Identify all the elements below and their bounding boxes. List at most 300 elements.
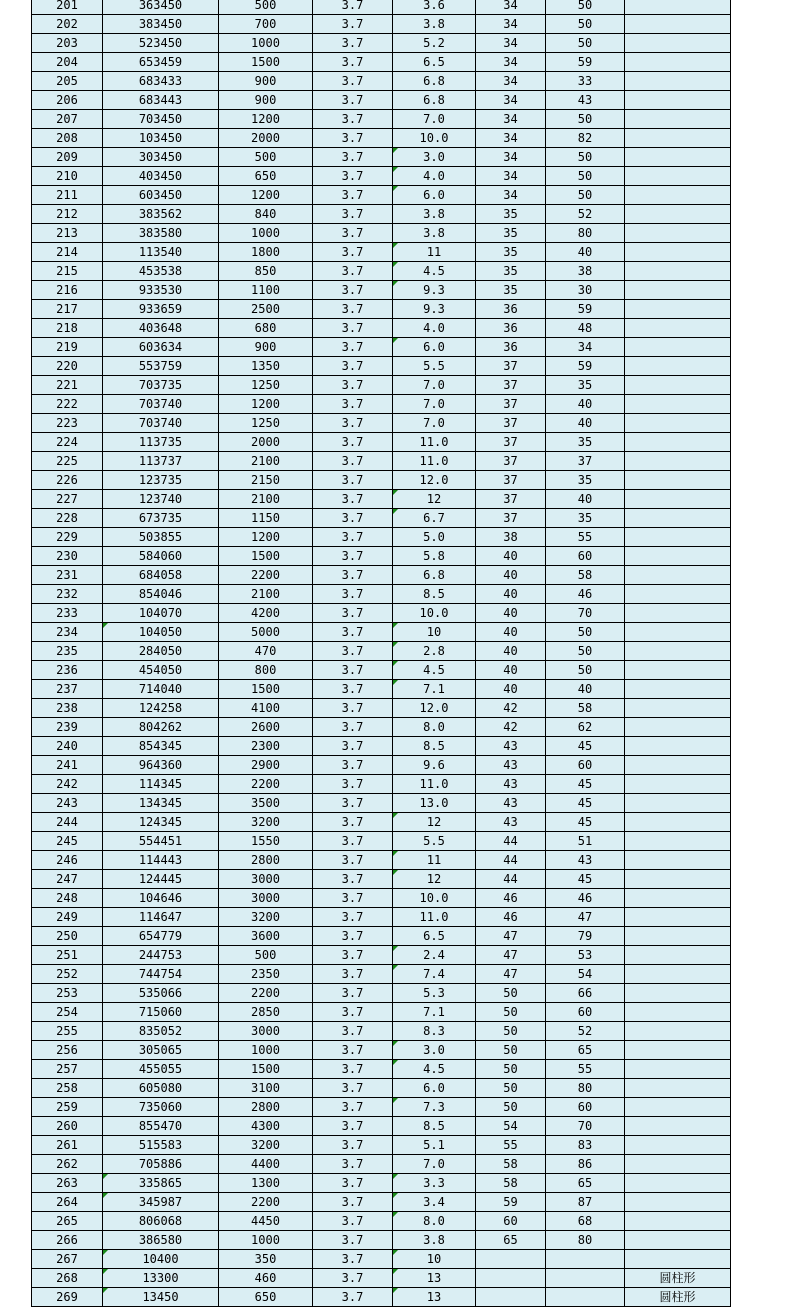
- cell-model[interactable]: 114345: [103, 775, 219, 794]
- cell-size-b[interactable]: 51: [546, 832, 625, 851]
- cell-row-number[interactable]: 205: [32, 72, 103, 91]
- cell-capacity-value[interactable]: 6.8: [393, 91, 476, 110]
- cell-size-b[interactable]: 43: [546, 91, 625, 110]
- cell-voltage[interactable]: 3.7: [313, 376, 393, 395]
- cell-note[interactable]: [625, 984, 731, 1003]
- cell-size-a[interactable]: 37: [476, 414, 546, 433]
- cell-capacity-value[interactable]: 4.5: [393, 1060, 476, 1079]
- cell-note[interactable]: [625, 490, 731, 509]
- cell-voltage[interactable]: 3.7: [313, 110, 393, 129]
- cell-size-a[interactable]: 65: [476, 1231, 546, 1250]
- cell-model[interactable]: 114443: [103, 851, 219, 870]
- cell-capacity-mah[interactable]: 500: [219, 148, 313, 167]
- cell-model[interactable]: 715060: [103, 1003, 219, 1022]
- cell-voltage[interactable]: 3.7: [313, 851, 393, 870]
- cell-voltage[interactable]: 3.7: [313, 946, 393, 965]
- cell-size-b[interactable]: 33: [546, 72, 625, 91]
- cell-note[interactable]: [625, 15, 731, 34]
- cell-model[interactable]: 515583: [103, 1136, 219, 1155]
- cell-capacity-mah[interactable]: 850: [219, 262, 313, 281]
- cell-note[interactable]: [625, 1231, 731, 1250]
- cell-note[interactable]: [625, 946, 731, 965]
- cell-capacity-value[interactable]: 12: [393, 813, 476, 832]
- cell-capacity-value[interactable]: 10.0: [393, 889, 476, 908]
- cell-row-number[interactable]: 227: [32, 490, 103, 509]
- cell-size-b[interactable]: 50: [546, 15, 625, 34]
- cell-capacity-value[interactable]: 13: [393, 1288, 476, 1307]
- cell-model[interactable]: 605080: [103, 1079, 219, 1098]
- cell-note[interactable]: [625, 623, 731, 642]
- cell-capacity-value[interactable]: 5.8: [393, 547, 476, 566]
- cell-capacity-mah[interactable]: 1500: [219, 53, 313, 72]
- cell-capacity-mah[interactable]: 1500: [219, 1060, 313, 1079]
- cell-row-number[interactable]: 231: [32, 566, 103, 585]
- cell-capacity-value[interactable]: 12.0: [393, 699, 476, 718]
- cell-row-number[interactable]: 222: [32, 395, 103, 414]
- cell-voltage[interactable]: 3.7: [313, 566, 393, 585]
- cell-capacity-value[interactable]: 6.8: [393, 72, 476, 91]
- cell-model[interactable]: 735060: [103, 1098, 219, 1117]
- cell-capacity-mah[interactable]: 1000: [219, 1231, 313, 1250]
- cell-note[interactable]: [625, 585, 731, 604]
- cell-capacity-value[interactable]: 4.0: [393, 167, 476, 186]
- cell-model[interactable]: 383450: [103, 15, 219, 34]
- cell-capacity-value[interactable]: 10: [393, 623, 476, 642]
- cell-capacity-value[interactable]: 5.5: [393, 832, 476, 851]
- cell-note[interactable]: [625, 1174, 731, 1193]
- cell-capacity-mah[interactable]: 3600: [219, 927, 313, 946]
- cell-voltage[interactable]: 3.7: [313, 547, 393, 566]
- cell-size-a[interactable]: 37: [476, 452, 546, 471]
- cell-voltage[interactable]: 3.7: [313, 1269, 393, 1288]
- cell-voltage[interactable]: 3.7: [313, 243, 393, 262]
- cell-row-number[interactable]: 258: [32, 1079, 103, 1098]
- cell-voltage[interactable]: 3.7: [313, 1117, 393, 1136]
- cell-note[interactable]: [625, 851, 731, 870]
- cell-model[interactable]: 553759: [103, 357, 219, 376]
- cell-size-b[interactable]: 50: [546, 34, 625, 53]
- cell-voltage[interactable]: 3.7: [313, 1136, 393, 1155]
- cell-row-number[interactable]: 266: [32, 1231, 103, 1250]
- cell-voltage[interactable]: 3.7: [313, 1003, 393, 1022]
- cell-row-number[interactable]: 216: [32, 281, 103, 300]
- cell-note[interactable]: [625, 889, 731, 908]
- cell-size-a[interactable]: 47: [476, 965, 546, 984]
- cell-size-a[interactable]: 43: [476, 775, 546, 794]
- cell-size-a[interactable]: 40: [476, 680, 546, 699]
- cell-size-b[interactable]: 50: [546, 148, 625, 167]
- cell-capacity-value[interactable]: 8.3: [393, 1022, 476, 1041]
- cell-size-b[interactable]: 30: [546, 281, 625, 300]
- cell-note[interactable]: [625, 300, 731, 319]
- cell-note[interactable]: [625, 718, 731, 737]
- cell-row-number[interactable]: 229: [32, 528, 103, 547]
- cell-model[interactable]: 403450: [103, 167, 219, 186]
- cell-note[interactable]: [625, 794, 731, 813]
- cell-model[interactable]: 455055: [103, 1060, 219, 1079]
- cell-capacity-mah[interactable]: 2200: [219, 566, 313, 585]
- cell-note[interactable]: [625, 1193, 731, 1212]
- cell-size-a[interactable]: 54: [476, 1117, 546, 1136]
- cell-capacity-mah[interactable]: 1500: [219, 680, 313, 699]
- cell-model[interactable]: 654779: [103, 927, 219, 946]
- cell-voltage[interactable]: 3.7: [313, 1022, 393, 1041]
- cell-model[interactable]: 535066: [103, 984, 219, 1003]
- cell-voltage[interactable]: 3.7: [313, 737, 393, 756]
- cell-size-a[interactable]: 50: [476, 1041, 546, 1060]
- cell-model[interactable]: 684058: [103, 566, 219, 585]
- cell-capacity-value[interactable]: 8.5: [393, 585, 476, 604]
- cell-size-b[interactable]: 87: [546, 1193, 625, 1212]
- cell-voltage[interactable]: 3.7: [313, 1155, 393, 1174]
- cell-capacity-value[interactable]: 5.2: [393, 34, 476, 53]
- cell-size-a[interactable]: 55: [476, 1136, 546, 1155]
- cell-row-number[interactable]: 238: [32, 699, 103, 718]
- cell-voltage[interactable]: 3.7: [313, 319, 393, 338]
- cell-capacity-value[interactable]: 2.8: [393, 642, 476, 661]
- cell-row-number[interactable]: 215: [32, 262, 103, 281]
- cell-model[interactable]: 104646: [103, 889, 219, 908]
- cell-size-a[interactable]: 35: [476, 224, 546, 243]
- cell-row-number[interactable]: 262: [32, 1155, 103, 1174]
- cell-capacity-mah[interactable]: 1200: [219, 395, 313, 414]
- cell-capacity-mah[interactable]: 3000: [219, 870, 313, 889]
- cell-note[interactable]: [625, 1098, 731, 1117]
- cell-capacity-value[interactable]: 11: [393, 851, 476, 870]
- cell-size-a[interactable]: 50: [476, 1003, 546, 1022]
- cell-voltage[interactable]: 3.7: [313, 262, 393, 281]
- cell-note[interactable]: [625, 224, 731, 243]
- cell-capacity-value[interactable]: 11: [393, 243, 476, 262]
- cell-size-a[interactable]: 47: [476, 946, 546, 965]
- cell-capacity-mah[interactable]: 2100: [219, 452, 313, 471]
- cell-note[interactable]: [625, 72, 731, 91]
- cell-model[interactable]: 113540: [103, 243, 219, 262]
- cell-row-number[interactable]: 211: [32, 186, 103, 205]
- cell-note[interactable]: [625, 319, 731, 338]
- cell-note[interactable]: [625, 395, 731, 414]
- cell-voltage[interactable]: 3.7: [313, 756, 393, 775]
- cell-capacity-value[interactable]: 7.0: [393, 110, 476, 129]
- cell-row-number[interactable]: 263: [32, 1174, 103, 1193]
- cell-size-b[interactable]: 35: [546, 509, 625, 528]
- cell-capacity-value[interactable]: 3.8: [393, 205, 476, 224]
- cell-capacity-mah[interactable]: 680: [219, 319, 313, 338]
- cell-size-a[interactable]: 58: [476, 1155, 546, 1174]
- cell-voltage[interactable]: 3.7: [313, 870, 393, 889]
- cell-voltage[interactable]: 3.7: [313, 775, 393, 794]
- cell-capacity-mah[interactable]: 900: [219, 72, 313, 91]
- cell-size-a[interactable]: 50: [476, 1022, 546, 1041]
- cell-size-a[interactable]: 34: [476, 148, 546, 167]
- cell-note[interactable]: [625, 832, 731, 851]
- cell-capacity-mah[interactable]: 1200: [219, 110, 313, 129]
- cell-model[interactable]: 124258: [103, 699, 219, 718]
- cell-model[interactable]: 123740: [103, 490, 219, 509]
- cell-capacity-value[interactable]: 7.3: [393, 1098, 476, 1117]
- cell-capacity-mah[interactable]: 350: [219, 1250, 313, 1269]
- cell-model[interactable]: 345987: [103, 1193, 219, 1212]
- cell-model[interactable]: 403648: [103, 319, 219, 338]
- cell-size-a[interactable]: 37: [476, 357, 546, 376]
- cell-model[interactable]: 124345: [103, 813, 219, 832]
- cell-note[interactable]: [625, 1022, 731, 1041]
- cell-capacity-value[interactable]: 3.8: [393, 1231, 476, 1250]
- cell-row-number[interactable]: 246: [32, 851, 103, 870]
- cell-note[interactable]: [625, 110, 731, 129]
- cell-voltage[interactable]: 3.7: [313, 642, 393, 661]
- cell-capacity-value[interactable]: 9.3: [393, 281, 476, 300]
- cell-voltage[interactable]: 3.7: [313, 889, 393, 908]
- cell-size-a[interactable]: 36: [476, 338, 546, 357]
- cell-capacity-value[interactable]: 3.8: [393, 224, 476, 243]
- cell-voltage[interactable]: 3.7: [313, 1250, 393, 1269]
- cell-model[interactable]: 705886: [103, 1155, 219, 1174]
- cell-row-number[interactable]: 203: [32, 34, 103, 53]
- cell-size-b[interactable]: 68: [546, 1212, 625, 1231]
- cell-row-number[interactable]: 232: [32, 585, 103, 604]
- cell-capacity-value[interactable]: 5.5: [393, 357, 476, 376]
- cell-size-b[interactable]: 50: [546, 167, 625, 186]
- cell-row-number[interactable]: 233: [32, 604, 103, 623]
- cell-capacity-mah[interactable]: 900: [219, 91, 313, 110]
- cell-size-b[interactable]: 40: [546, 680, 625, 699]
- cell-capacity-value[interactable]: 6.0: [393, 186, 476, 205]
- cell-row-number[interactable]: 268: [32, 1269, 103, 1288]
- cell-model[interactable]: 703740: [103, 395, 219, 414]
- cell-size-b[interactable]: 60: [546, 756, 625, 775]
- cell-size-a[interactable]: 35: [476, 205, 546, 224]
- cell-capacity-mah[interactable]: 470: [219, 642, 313, 661]
- cell-size-b[interactable]: 45: [546, 794, 625, 813]
- cell-row-number[interactable]: 234: [32, 623, 103, 642]
- cell-row-number[interactable]: 236: [32, 661, 103, 680]
- cell-capacity-mah[interactable]: 4200: [219, 604, 313, 623]
- cell-size-b[interactable]: 53: [546, 946, 625, 965]
- cell-capacity-mah[interactable]: 3000: [219, 889, 313, 908]
- cell-note[interactable]: [625, 243, 731, 262]
- cell-size-b[interactable]: 60: [546, 547, 625, 566]
- cell-size-b[interactable]: [546, 1250, 625, 1269]
- cell-capacity-mah[interactable]: 1550: [219, 832, 313, 851]
- cell-row-number[interactable]: 257: [32, 1060, 103, 1079]
- cell-size-a[interactable]: 40: [476, 661, 546, 680]
- cell-size-b[interactable]: 70: [546, 604, 625, 623]
- cell-voltage[interactable]: 3.7: [313, 1079, 393, 1098]
- cell-voltage[interactable]: 3.7: [313, 300, 393, 319]
- cell-model[interactable]: 744754: [103, 965, 219, 984]
- cell-voltage[interactable]: 3.7: [313, 357, 393, 376]
- cell-voltage[interactable]: 3.7: [313, 0, 393, 15]
- cell-note[interactable]: [625, 1079, 731, 1098]
- cell-capacity-value[interactable]: 12: [393, 870, 476, 889]
- cell-size-a[interactable]: 35: [476, 262, 546, 281]
- cell-row-number[interactable]: 208: [32, 129, 103, 148]
- cell-size-a[interactable]: 38: [476, 528, 546, 547]
- cell-note[interactable]: [625, 1117, 731, 1136]
- cell-note[interactable]: [625, 566, 731, 585]
- cell-voltage[interactable]: 3.7: [313, 129, 393, 148]
- cell-voltage[interactable]: 3.7: [313, 718, 393, 737]
- cell-size-a[interactable]: 34: [476, 91, 546, 110]
- cell-voltage[interactable]: 3.7: [313, 832, 393, 851]
- cell-note[interactable]: [625, 1155, 731, 1174]
- cell-size-b[interactable]: 52: [546, 205, 625, 224]
- cell-model[interactable]: 383580: [103, 224, 219, 243]
- cell-row-number[interactable]: 221: [32, 376, 103, 395]
- cell-note[interactable]: [625, 870, 731, 889]
- cell-note[interactable]: [625, 775, 731, 794]
- cell-size-b[interactable]: 55: [546, 528, 625, 547]
- cell-capacity-mah[interactable]: 2000: [219, 129, 313, 148]
- cell-row-number[interactable]: 250: [32, 927, 103, 946]
- cell-size-a[interactable]: 34: [476, 72, 546, 91]
- cell-note[interactable]: [625, 53, 731, 72]
- cell-voltage[interactable]: 3.7: [313, 186, 393, 205]
- cell-note[interactable]: 圆柱形: [625, 1288, 731, 1307]
- cell-note[interactable]: [625, 528, 731, 547]
- cell-capacity-value[interactable]: 5.1: [393, 1136, 476, 1155]
- cell-row-number[interactable]: 220: [32, 357, 103, 376]
- cell-capacity-value[interactable]: 7.0: [393, 376, 476, 395]
- cell-size-a[interactable]: [476, 1288, 546, 1307]
- cell-note[interactable]: [625, 262, 731, 281]
- cell-capacity-value[interactable]: 11.0: [393, 775, 476, 794]
- cell-voltage[interactable]: 3.7: [313, 585, 393, 604]
- cell-capacity-mah[interactable]: 3500: [219, 794, 313, 813]
- cell-capacity-value[interactable]: 9.3: [393, 300, 476, 319]
- cell-note[interactable]: [625, 1250, 731, 1269]
- cell-voltage[interactable]: 3.7: [313, 509, 393, 528]
- cell-voltage[interactable]: 3.7: [313, 623, 393, 642]
- cell-note[interactable]: [625, 452, 731, 471]
- cell-size-a[interactable]: 50: [476, 1060, 546, 1079]
- cell-size-a[interactable]: 37: [476, 433, 546, 452]
- cell-size-a[interactable]: 37: [476, 490, 546, 509]
- cell-capacity-mah[interactable]: 2850: [219, 1003, 313, 1022]
- cell-model[interactable]: 503855: [103, 528, 219, 547]
- cell-voltage[interactable]: 3.7: [313, 452, 393, 471]
- cell-capacity-mah[interactable]: 2000: [219, 433, 313, 452]
- cell-capacity-mah[interactable]: 1250: [219, 376, 313, 395]
- cell-capacity-value[interactable]: 13: [393, 1269, 476, 1288]
- cell-capacity-mah[interactable]: 4100: [219, 699, 313, 718]
- cell-size-b[interactable]: 45: [546, 813, 625, 832]
- cell-size-b[interactable]: 60: [546, 1098, 625, 1117]
- cell-size-b[interactable]: 80: [546, 1231, 625, 1250]
- cell-voltage[interactable]: 3.7: [313, 927, 393, 946]
- cell-note[interactable]: 圆柱形: [625, 1269, 731, 1288]
- cell-size-b[interactable]: 50: [546, 642, 625, 661]
- cell-capacity-mah[interactable]: 2100: [219, 490, 313, 509]
- cell-size-b[interactable]: [546, 1288, 625, 1307]
- cell-note[interactable]: [625, 908, 731, 927]
- cell-note[interactable]: [625, 148, 731, 167]
- cell-row-number[interactable]: 242: [32, 775, 103, 794]
- cell-model[interactable]: 673735: [103, 509, 219, 528]
- cell-row-number[interactable]: 259: [32, 1098, 103, 1117]
- cell-model[interactable]: 804262: [103, 718, 219, 737]
- cell-size-b[interactable]: 59: [546, 357, 625, 376]
- cell-row-number[interactable]: 265: [32, 1212, 103, 1231]
- cell-capacity-mah[interactable]: 2350: [219, 965, 313, 984]
- cell-row-number[interactable]: 219: [32, 338, 103, 357]
- cell-voltage[interactable]: 3.7: [313, 1212, 393, 1231]
- cell-size-a[interactable]: 35: [476, 243, 546, 262]
- cell-size-a[interactable]: 36: [476, 319, 546, 338]
- cell-capacity-mah[interactable]: 460: [219, 1269, 313, 1288]
- cell-note[interactable]: [625, 34, 731, 53]
- cell-capacity-mah[interactable]: 650: [219, 1288, 313, 1307]
- cell-row-number[interactable]: 204: [32, 53, 103, 72]
- cell-voltage[interactable]: 3.7: [313, 395, 393, 414]
- cell-capacity-value[interactable]: 6.7: [393, 509, 476, 528]
- cell-size-b[interactable]: 82: [546, 129, 625, 148]
- cell-row-number[interactable]: 210: [32, 167, 103, 186]
- cell-size-b[interactable]: [546, 1269, 625, 1288]
- cell-size-a[interactable]: 37: [476, 395, 546, 414]
- cell-model[interactable]: 386580: [103, 1231, 219, 1250]
- cell-voltage[interactable]: 3.7: [313, 965, 393, 984]
- cell-note[interactable]: [625, 167, 731, 186]
- cell-capacity-value[interactable]: 7.1: [393, 680, 476, 699]
- cell-capacity-value[interactable]: 5.3: [393, 984, 476, 1003]
- cell-capacity-value[interactable]: 10: [393, 1250, 476, 1269]
- cell-capacity-mah[interactable]: 1000: [219, 224, 313, 243]
- cell-size-a[interactable]: 40: [476, 623, 546, 642]
- cell-size-b[interactable]: 40: [546, 490, 625, 509]
- cell-model[interactable]: 284050: [103, 642, 219, 661]
- cell-size-a[interactable]: 34: [476, 129, 546, 148]
- cell-model[interactable]: 603634: [103, 338, 219, 357]
- cell-capacity-mah[interactable]: 1000: [219, 1041, 313, 1060]
- cell-row-number[interactable]: 255: [32, 1022, 103, 1041]
- cell-voltage[interactable]: 3.7: [313, 699, 393, 718]
- cell-size-b[interactable]: 65: [546, 1041, 625, 1060]
- cell-capacity-mah[interactable]: 1000: [219, 34, 313, 53]
- cell-voltage[interactable]: 3.7: [313, 1193, 393, 1212]
- cell-voltage[interactable]: 3.7: [313, 167, 393, 186]
- cell-model[interactable]: 806068: [103, 1212, 219, 1231]
- cell-size-b[interactable]: 40: [546, 243, 625, 262]
- cell-size-b[interactable]: 65: [546, 1174, 625, 1193]
- cell-capacity-value[interactable]: 11.0: [393, 452, 476, 471]
- cell-model[interactable]: 703740: [103, 414, 219, 433]
- cell-model[interactable]: 123735: [103, 471, 219, 490]
- cell-model[interactable]: 703450: [103, 110, 219, 129]
- cell-size-a[interactable]: 44: [476, 851, 546, 870]
- cell-model[interactable]: 114647: [103, 908, 219, 927]
- cell-size-b[interactable]: 46: [546, 889, 625, 908]
- cell-capacity-mah[interactable]: 1200: [219, 186, 313, 205]
- cell-note[interactable]: [625, 699, 731, 718]
- cell-size-a[interactable]: 46: [476, 908, 546, 927]
- cell-note[interactable]: [625, 509, 731, 528]
- cell-model[interactable]: 244753: [103, 946, 219, 965]
- cell-size-a[interactable]: 37: [476, 471, 546, 490]
- cell-size-a[interactable]: 43: [476, 737, 546, 756]
- cell-note[interactable]: [625, 1041, 731, 1060]
- cell-capacity-mah[interactable]: 700: [219, 15, 313, 34]
- cell-model[interactable]: 835052: [103, 1022, 219, 1041]
- cell-voltage[interactable]: 3.7: [313, 34, 393, 53]
- cell-model[interactable]: 103450: [103, 129, 219, 148]
- cell-row-number[interactable]: 207: [32, 110, 103, 129]
- cell-size-a[interactable]: [476, 1250, 546, 1269]
- cell-voltage[interactable]: 3.7: [313, 984, 393, 1003]
- cell-size-a[interactable]: 34: [476, 53, 546, 72]
- cell-voltage[interactable]: 3.7: [313, 53, 393, 72]
